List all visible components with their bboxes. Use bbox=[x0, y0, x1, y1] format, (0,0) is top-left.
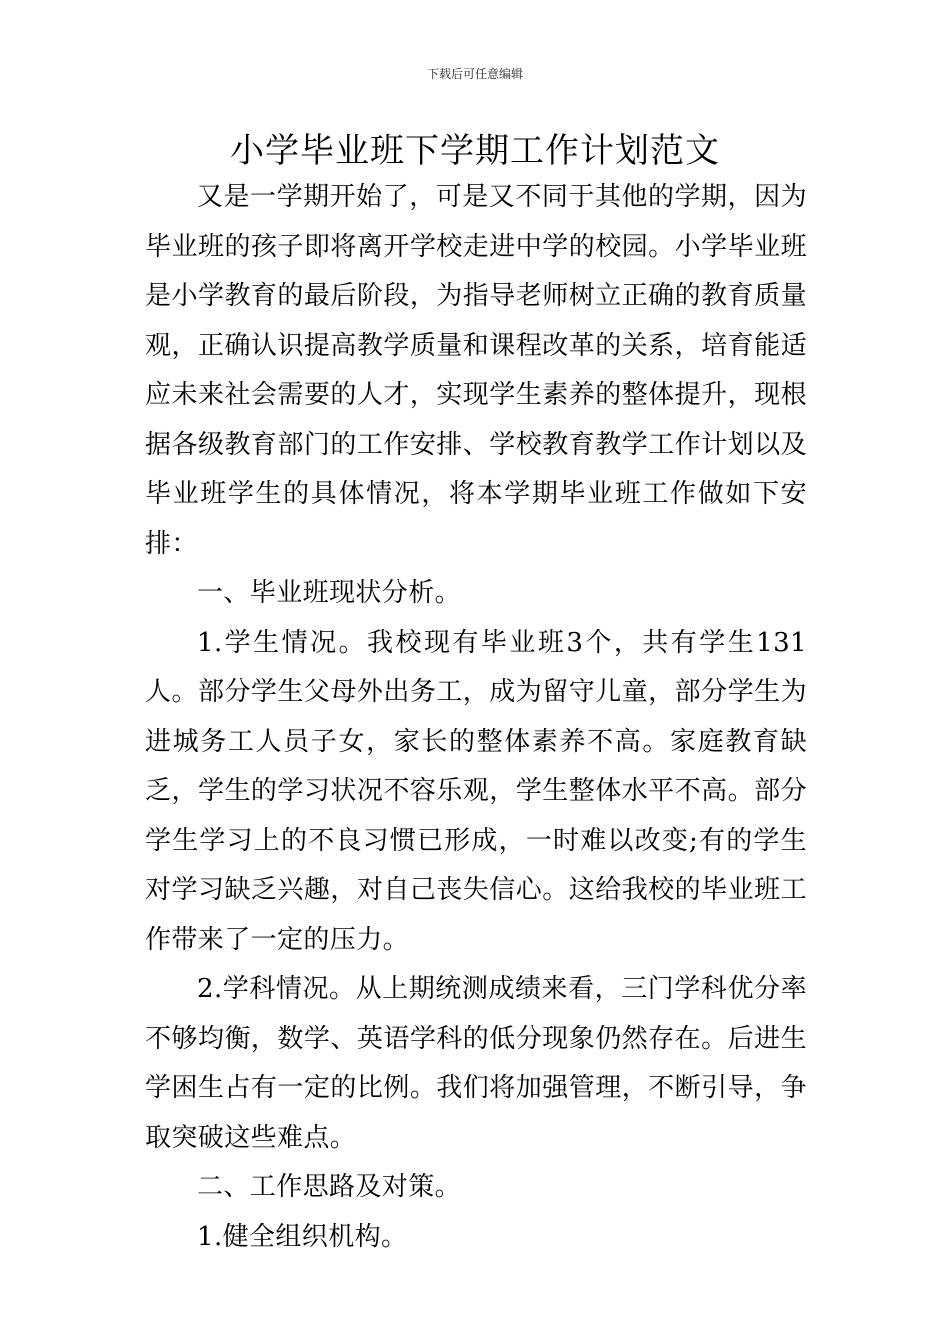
section-heading-1: 一、毕业班现状分析。 bbox=[197, 578, 462, 608]
student-situation-paragraph: 1.学生情况。我校现有毕业班3个，共有学生131人。部分学生父母外出务工，成为留守儿童，部分学生为进城务工人员子女，家长的整体素养不高。家庭教育缺乏，学生的学习状况不容乐观，学生整体水平不高。部分学生学习上的不良习惯已形成，一时难以改变;有的学生对学习缺乏兴趣，对自己丧失信心。这给我校的毕业班工作带来了一定的压力。 bbox=[145, 627, 807, 955]
subject-situation-paragraph: 2.学科情况。从上期统测成绩来看，三门学科优分率不够均衡，数学、英语学科的低分现象仍然存在。后进生学困生占有一定的比例。我们将加强管理，不断引导，争取突破这些难点。 bbox=[145, 974, 807, 1153]
document-title: 小学毕业班下学期工作计划范文 bbox=[230, 131, 720, 171]
document-body bbox=[145, 173, 807, 1262]
header-note: 下载后可任意编辑 bbox=[426, 67, 523, 81]
intro-paragraph: 又是一学期开始了，可是又不同于其他的学期，因为毕业班的孩子即将离开学校走进中学的校园。小学毕业班是小学教育的最后阶段，为指导老师树立正确的教育质量观，正确认识提高教学质量和课程改革的关系，培育能适应未来社会需要的人才，实现学生素养的整体提升，现根据各级教育部门的工作安排、学校教育教学工作计划以及毕业班学生的具体情况，将本学期毕业班工作做如下安排： bbox=[145, 182, 807, 559]
section-heading-2: 二、工作思路及对策。 bbox=[197, 1172, 462, 1202]
organization-item-paragraph: 1.健全组织机构。 bbox=[197, 1221, 408, 1252]
